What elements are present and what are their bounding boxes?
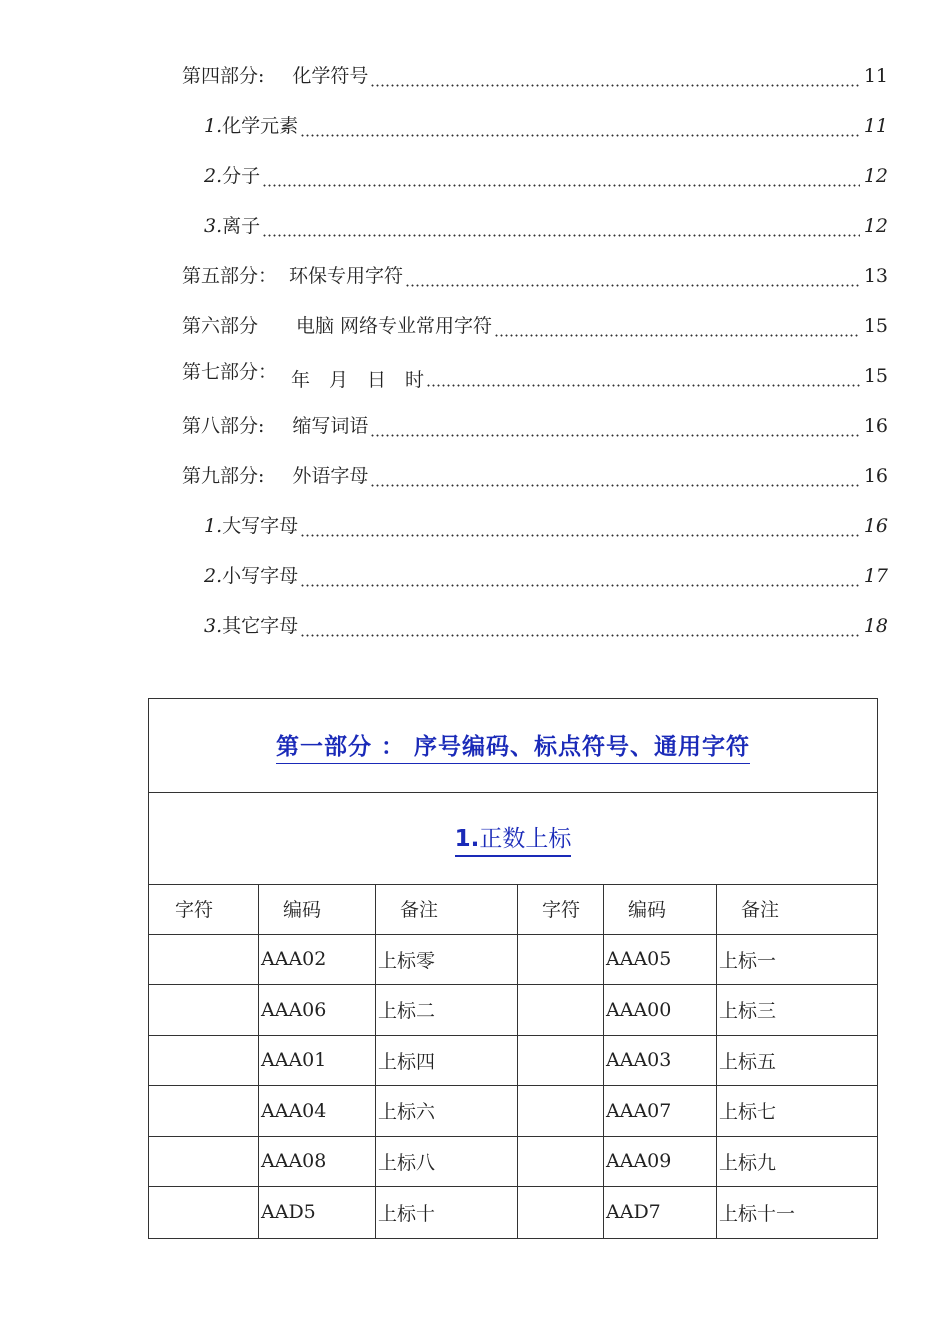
toc-entry-molecules[interactable] [204, 158, 888, 188]
char-cell [149, 985, 259, 1035]
table-row [149, 1187, 877, 1238]
toc-dot-leader [426, 364, 860, 388]
toc-dot-leader [405, 264, 860, 288]
toc-part-label: 第六部分 [182, 315, 259, 337]
note-cell: 上标八 [376, 1137, 518, 1187]
char-cell [518, 1187, 604, 1238]
char-cell [518, 1036, 604, 1086]
note-cell: 上标五 [719, 1050, 777, 1073]
toc-page-number: 17 [863, 565, 888, 587]
note-cell: 上标四 [376, 1036, 518, 1086]
table-row [149, 1137, 877, 1188]
toc-entry-lowercase[interactable] [204, 558, 888, 588]
char-cell [149, 1137, 259, 1187]
toc-entry-part9[interactable] [182, 458, 888, 488]
toc-page-number: 11 [863, 65, 888, 87]
toc-item-number: 3. [204, 215, 223, 237]
toc-page-number: 12 [863, 215, 888, 237]
column-header-char: 字符 [149, 884, 259, 934]
toc-title: 离子 [222, 215, 261, 237]
toc-page-number: 18 [863, 615, 888, 637]
note-cell: 上标一 [719, 949, 777, 972]
toc-entry-part4[interactable] [182, 58, 888, 88]
toc-title: 外语字母 [292, 465, 369, 487]
toc-part-label: 第五部分： [182, 265, 278, 287]
toc-dot-leader [300, 564, 860, 588]
toc-page-number: 15 [863, 315, 888, 337]
toc-item-number: 3. [204, 615, 223, 637]
code-cell: AAA03 [604, 1036, 717, 1086]
code-cell: AAA04 [259, 1086, 376, 1136]
code-cell: AAA07 [604, 1086, 717, 1136]
toc-entry-uppercase[interactable] [204, 508, 888, 538]
toc-title: 年 月 日 时 [291, 369, 425, 391]
code-cell: AAA08 [259, 1137, 376, 1187]
char-cell [149, 935, 259, 985]
toc-entry-part8[interactable] [182, 408, 888, 438]
char-cell [518, 985, 604, 1035]
toc-entry-part7[interactable] [182, 358, 888, 391]
code-cell: AAD7 [604, 1187, 717, 1238]
toc-part-label: 第四部分: [182, 65, 265, 87]
toc-dot-leader [300, 114, 860, 138]
toc-part-label: 第七部分： [182, 361, 278, 383]
char-cell [149, 1187, 259, 1238]
section-number: 1. [454, 825, 480, 852]
toc-part-label: 第九部分: [182, 465, 265, 487]
note-cell: 上标十一 [719, 1202, 796, 1225]
column-header-char: 字符 [518, 884, 604, 934]
code-cell: AAA09 [604, 1137, 717, 1187]
toc-dot-leader [262, 214, 860, 238]
toc-entry-chemical-elements[interactable] [204, 108, 888, 138]
char-cell [518, 1086, 604, 1136]
character-code-table [148, 698, 878, 1239]
toc-dot-leader [370, 64, 859, 88]
toc-page-number: 16 [863, 465, 888, 487]
toc-entry-other-letters[interactable] [204, 608, 888, 638]
section-title [455, 820, 572, 857]
toc-dot-leader [262, 164, 860, 188]
column-header-note: 备注 [741, 899, 780, 922]
toc-item-number: 2. [204, 165, 223, 187]
toc-entry-ions[interactable] [204, 208, 888, 238]
toc-entry-part5[interactable] [182, 258, 888, 288]
toc-part-label: 第八部分: [182, 415, 265, 437]
part-title: 第一部分 ： 序号编码、标点符号、通用字符 [276, 728, 750, 764]
toc-page-number: 11 [863, 115, 888, 137]
toc-title: 大写字母 [222, 515, 299, 537]
toc-title: 其它字母 [222, 615, 299, 637]
toc-dot-leader [300, 514, 860, 538]
toc-title: 环保专用字符 [289, 265, 404, 287]
toc-item-number: 2. [204, 565, 223, 587]
code-cell: AAA05 [604, 935, 717, 985]
code-cell: AAA06 [259, 985, 376, 1035]
toc-page-number: 16 [863, 515, 888, 537]
code-cell: AAA01 [259, 1036, 376, 1086]
table-grid [149, 884, 877, 1238]
toc-page-number: 12 [863, 165, 888, 187]
toc-title: 化学元素 [222, 115, 299, 137]
table-row [149, 1086, 877, 1137]
note-cell: 上标三 [719, 1000, 777, 1023]
toc-item-number: 1. [204, 515, 223, 537]
toc-title: 分子 [222, 165, 261, 187]
column-header-note: 备注 [376, 884, 518, 934]
char-cell [149, 1036, 259, 1086]
table-row [149, 985, 877, 1036]
code-cell: AAA00 [604, 985, 717, 1035]
toc-title: 缩写词语 [292, 415, 369, 437]
char-cell [518, 1137, 604, 1187]
note-cell: 上标九 [719, 1151, 777, 1174]
note-cell: 上标十 [376, 1187, 518, 1238]
toc-page-number: 13 [863, 265, 888, 287]
toc-dot-leader [370, 414, 859, 438]
section-header-row [149, 792, 877, 885]
toc-dot-leader [494, 314, 860, 338]
code-cell: AAD5 [259, 1187, 376, 1238]
toc-page-number: 15 [863, 365, 888, 387]
section-title-text: 正数上标 [479, 825, 572, 852]
toc-item-number: 1. [204, 115, 223, 137]
toc-dot-leader [300, 614, 860, 638]
toc-title: 电脑 网络专业常用字符 [296, 315, 493, 337]
note-cell: 上标二 [376, 985, 518, 1035]
table-row [149, 935, 877, 986]
toc-entry-part6[interactable] [182, 308, 888, 338]
column-header-code: 编码 [604, 884, 717, 934]
column-header-row [149, 884, 877, 935]
column-header-code: 编码 [259, 884, 376, 934]
code-cell: AAA02 [259, 935, 376, 985]
note-cell: 上标零 [376, 935, 518, 985]
table-row [149, 1036, 877, 1087]
char-cell [149, 1086, 259, 1136]
char-cell [518, 935, 604, 985]
toc-dot-leader [370, 464, 859, 488]
toc-title: 化学符号 [292, 65, 369, 87]
toc-title: 小写字母 [222, 565, 299, 587]
part-header-row [149, 699, 877, 793]
toc-page-number: 16 [863, 415, 888, 437]
note-cell: 上标六 [376, 1086, 518, 1136]
note-cell: 上标七 [719, 1101, 777, 1124]
